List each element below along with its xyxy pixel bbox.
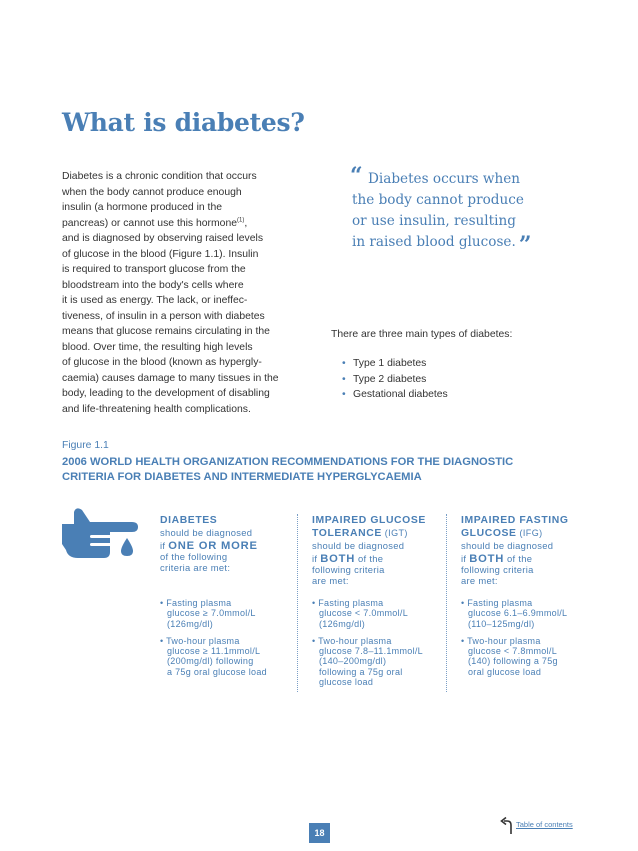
- quote-line: in raised blood glucose.: [352, 234, 516, 250]
- list-item-label: Type 2 diabetes: [353, 373, 427, 385]
- criteria-line: • Fasting plasma: [461, 598, 533, 608]
- criteria-line: glucose ≥ 11.1mmol/L: [167, 646, 261, 657]
- condition-if: if: [160, 539, 169, 551]
- quote-line: the body cannot produce: [352, 192, 524, 208]
- body-line: of glucose in the blood (known as hypergly-: [62, 357, 262, 368]
- pull-quote: [350, 163, 572, 258]
- table-of-contents-link[interactable]: [500, 816, 580, 836]
- condition-if: if: [312, 552, 321, 564]
- criteria-line: oral glucose load: [468, 666, 542, 677]
- diabetes-types-list: [342, 356, 448, 403]
- figure-title-line: 2006 WORLD HEALTH ORGANIZATION RECOMMENDATIONS FOR THE DIAGNOSTIC: [62, 456, 514, 468]
- body-line: Diabetes is a chronic condition that occurs: [62, 171, 257, 182]
- quote-line: Diabetes occurs when: [368, 171, 521, 187]
- criteria-line: following a 75g oral: [319, 666, 403, 677]
- criteria-column-igt: [312, 514, 452, 688]
- body-line: pancreas) or cannot use this hormone: [62, 217, 238, 229]
- list-item-label: Gestational diabetes: [353, 389, 448, 400]
- criteria-list: [160, 598, 300, 684]
- body-line: body, leading to the development of disabling: [62, 388, 270, 399]
- quote-line: or use insulin, resulting: [352, 213, 516, 229]
- body-line: insulin (a hormone produced in the: [62, 202, 222, 213]
- return-arrow-icon: [500, 816, 516, 834]
- column-divider: [297, 514, 298, 692]
- figure-title: [62, 455, 562, 485]
- body-line: blood. Over time, the resulting high levels: [62, 341, 253, 353]
- column-heading: [461, 527, 601, 540]
- condition-emphasis: BOTH: [320, 552, 356, 565]
- bullet-icon: •: [342, 358, 346, 369]
- condition-emphasis: ONE OR MORE: [168, 539, 258, 552]
- column-heading-line: IMPAIRED GLUCOSE: [312, 515, 426, 526]
- condition-if: if: [461, 552, 470, 564]
- close-quote-mark: ”: [518, 232, 532, 258]
- criteria-line: (110–125mg/dl): [468, 618, 535, 629]
- body-line: and life-threatening health complications.: [62, 403, 251, 415]
- body-text: [62, 169, 314, 417]
- list-item: [342, 387, 448, 403]
- criteria-list: [312, 598, 452, 694]
- criteria-line: (140) following a 75g: [468, 656, 558, 667]
- body-line: is required to transport glucose from the: [62, 264, 246, 275]
- criteria-line: (140–200mg/dl): [319, 656, 387, 667]
- body-line: of glucose in the blood (Figure 1.1). Insulin: [62, 248, 259, 260]
- list-item: [312, 636, 452, 687]
- criteria-line: • Two-hour plasma: [312, 635, 392, 646]
- criteria-line: • Two-hour plasma: [461, 635, 541, 646]
- list-item: [160, 636, 300, 677]
- body-line: it is used as energy. The lack, or ineffec-: [62, 295, 248, 306]
- criteria-line: (126mg/dl): [167, 618, 214, 629]
- criteria-line: glucose 6.1–6.9mmol/L: [468, 608, 568, 619]
- column-subheading: should be diagnosed: [312, 540, 405, 551]
- criteria-line: (126mg/dl): [319, 618, 366, 629]
- body-line: means that glucose remains circulating in the: [62, 326, 270, 337]
- column-heading: [312, 527, 452, 540]
- page-number: 18: [309, 823, 330, 843]
- column-heading: [461, 514, 601, 527]
- column-heading-line: DIABETES: [160, 515, 218, 526]
- column-heading-line: IMPAIRED FASTING: [461, 515, 569, 526]
- list-item: [461, 636, 601, 677]
- column-heading-abbr: (IGT): [381, 528, 408, 538]
- list-item: [312, 598, 452, 629]
- diabetes-types-intro: There are three main types of diabetes:: [331, 329, 513, 340]
- column-subheading: should be diagnosed: [461, 540, 554, 551]
- criteria-line: • Two-hour plasma: [160, 635, 240, 646]
- body-line: when the body cannot produce enough: [62, 186, 242, 198]
- criteria-line: a 75g oral glucose load: [167, 666, 267, 677]
- list-item: [461, 598, 601, 629]
- bullet-icon: •: [342, 389, 346, 400]
- figure-title-line: CRITERIA FOR DIABETES AND INTERMEDIATE HYPERGLYCAEMIA: [62, 471, 422, 483]
- column-heading-line: TOLERANCE: [312, 528, 382, 539]
- criteria-line: glucose ≥ 7.0mmol/L: [167, 608, 256, 619]
- body-line: bloodstream into the body's cells where: [62, 279, 244, 291]
- pointing-hand-with-drop-icon: [60, 500, 140, 560]
- column-criteria-line: following criteria: [461, 564, 534, 575]
- figure-label: Figure 1.1: [62, 440, 109, 451]
- list-item: [160, 598, 300, 629]
- list-item-label: Type 1 diabetes: [353, 358, 427, 369]
- column-heading-abbr: (IFG): [516, 528, 543, 538]
- body-line-with-ref: [62, 216, 314, 232]
- criteria-column-ifg: [461, 514, 601, 677]
- column-heading-line: GLUCOSE: [461, 528, 517, 539]
- criteria-line: glucose < 7.0mmol/L: [319, 608, 408, 619]
- criteria-line: glucose < 7.8mmol/L: [468, 646, 557, 657]
- column-heading: [160, 514, 300, 527]
- condition-tail: of the: [504, 552, 533, 564]
- condition-tail: of the: [355, 552, 384, 564]
- table-of-contents-label[interactable]: Table of contents: [516, 820, 573, 829]
- criteria-line: glucose load: [319, 677, 374, 688]
- page-title: What is diabetes?: [62, 108, 305, 137]
- list-item: [342, 372, 448, 388]
- criteria-list: [461, 598, 601, 684]
- column-criteria-line: are met:: [461, 574, 498, 586]
- column-criteria-line: of the following: [160, 551, 228, 562]
- criteria-line: • Fasting plasma: [312, 598, 384, 608]
- body-line-tail: ,: [244, 217, 248, 229]
- bullet-icon: •: [342, 373, 346, 385]
- reference-mark[interactable]: (1): [237, 217, 245, 224]
- body-line: and is diagnosed by observing raised levels: [62, 233, 264, 244]
- column-divider: [446, 514, 447, 692]
- body-line: tiveness, of insulin in a person with diabetes: [62, 310, 265, 322]
- criteria-column-diabetes: [160, 514, 300, 677]
- criteria-line: • Fasting plasma: [160, 598, 232, 608]
- quote-line-last: [352, 232, 572, 256]
- column-criteria-line: are met:: [312, 574, 349, 586]
- criteria-line: (200mg/dl) following: [167, 656, 254, 667]
- column-subheading: should be diagnosed: [160, 527, 253, 538]
- condition-emphasis: BOTH: [469, 552, 505, 565]
- criteria-line: glucose 7.8–11.1mmol/L: [319, 646, 423, 657]
- open-quote-mark: “: [350, 163, 363, 189]
- column-heading: [312, 514, 452, 527]
- column-criteria-line: following criteria: [312, 564, 385, 575]
- column-criteria-line: criteria are met:: [160, 561, 231, 573]
- list-item: [342, 356, 448, 372]
- body-line: caemia) causes damage to many tissues in the: [62, 372, 279, 384]
